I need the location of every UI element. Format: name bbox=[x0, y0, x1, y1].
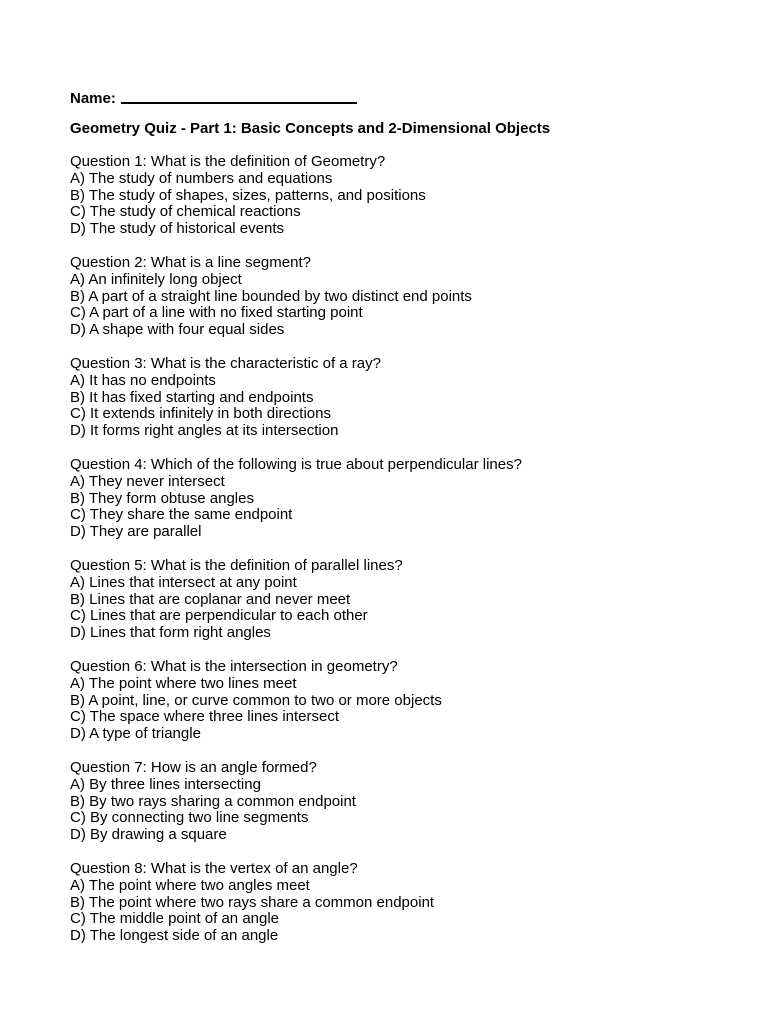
question-list bbox=[70, 154, 730, 962]
question-4-prompt: Question 4: Which of the following is true about perpendicular lines? bbox=[70, 456, 522, 473]
question-4-option-c: C) They share the same endpoint bbox=[70, 506, 293, 524]
question-8-option-b: B) The point where two rays share a common endpoint bbox=[70, 893, 435, 911]
question-3-option-b: B) It has fixed starting and endpoints bbox=[70, 388, 314, 406]
question-2-option-d: D) A shape with four equal sides bbox=[70, 321, 285, 339]
question-4-option-b: B) They form obtuse angles bbox=[70, 489, 254, 507]
question-2-option-a: A) An infinitely long object bbox=[70, 270, 242, 288]
question-1 bbox=[70, 154, 730, 255]
question-1-option-d: D) The study of historical events bbox=[70, 220, 284, 238]
question-6-prompt: Question 6: What is the intersection in geometry? bbox=[70, 658, 398, 675]
question-3 bbox=[70, 356, 730, 457]
question-5-option-b: B) Lines that are coplanar and never meet bbox=[70, 590, 351, 608]
question-7-option-d: D) By drawing a square bbox=[70, 826, 227, 844]
question-8 bbox=[70, 861, 730, 962]
name-blank-line bbox=[121, 88, 357, 104]
question-3-option-c: C) It extends infinitely in both directions bbox=[70, 405, 331, 423]
question-7-option-c: C) By connecting two line segments bbox=[70, 809, 309, 827]
question-8-prompt: Question 8: What is the vertex of an angle? bbox=[70, 860, 358, 877]
quiz-title: Geometry Quiz - Part 1: Basic Concepts and 2-Dimensional Objects bbox=[70, 120, 551, 137]
question-1-option-c: C) The study of chemical reactions bbox=[70, 203, 301, 221]
name-label: Name: bbox=[70, 90, 116, 107]
question-7-option-a: A) By three lines intersecting bbox=[70, 775, 261, 793]
question-7-prompt: Question 7: How is an angle formed? bbox=[70, 759, 317, 776]
question-5-option-c: C) Lines that are perpendicular to each other bbox=[70, 607, 368, 625]
question-5 bbox=[70, 558, 730, 659]
question-5-option-d: D) Lines that form right angles bbox=[70, 624, 271, 642]
question-7-option-b: B) By two rays sharing a common endpoint bbox=[70, 792, 356, 810]
question-8-option-d: D) The longest side of an angle bbox=[70, 927, 279, 945]
question-3-option-a: A) It has no endpoints bbox=[70, 371, 216, 389]
question-6 bbox=[70, 659, 730, 760]
question-7 bbox=[70, 760, 730, 861]
question-3-option-d: D) It forms right angles at its intersection bbox=[70, 422, 339, 440]
question-2-option-b: B) A part of a straight line bounded by two distinct end points bbox=[70, 287, 472, 305]
name-field bbox=[70, 87, 357, 108]
question-4-option-a: A) They never intersect bbox=[70, 472, 225, 490]
question-1-prompt: Question 1: What is the definition of Geometry? bbox=[70, 153, 386, 170]
question-2-option-c: C) A part of a line with no fixed starting point bbox=[70, 304, 363, 322]
question-2 bbox=[70, 255, 730, 356]
question-6-option-c: C) The space where three lines intersect bbox=[70, 708, 340, 726]
question-8-option-a: A) The point where two angles meet bbox=[70, 876, 310, 894]
question-1-option-a: A) The study of numbers and equations bbox=[70, 169, 333, 187]
question-5-prompt: Question 5: What is the definition of parallel lines? bbox=[70, 557, 403, 574]
question-1-option-b: B) The study of shapes, sizes, patterns, and positions bbox=[70, 186, 426, 204]
question-4-option-d: D) They are parallel bbox=[70, 523, 202, 541]
question-6-option-b: B) A point, line, or curve common to two or more objects bbox=[70, 691, 442, 709]
question-6-option-a: A) The point where two lines meet bbox=[70, 674, 297, 692]
question-3-prompt: Question 3: What is the characteristic of a ray? bbox=[70, 355, 381, 372]
question-6-option-d: D) A type of triangle bbox=[70, 725, 201, 743]
question-5-option-a: A) Lines that intersect at any point bbox=[70, 573, 297, 591]
question-4 bbox=[70, 457, 730, 558]
question-8-option-c: C) The middle point of an angle bbox=[70, 910, 280, 928]
question-2-prompt: Question 2: What is a line segment? bbox=[70, 254, 311, 271]
